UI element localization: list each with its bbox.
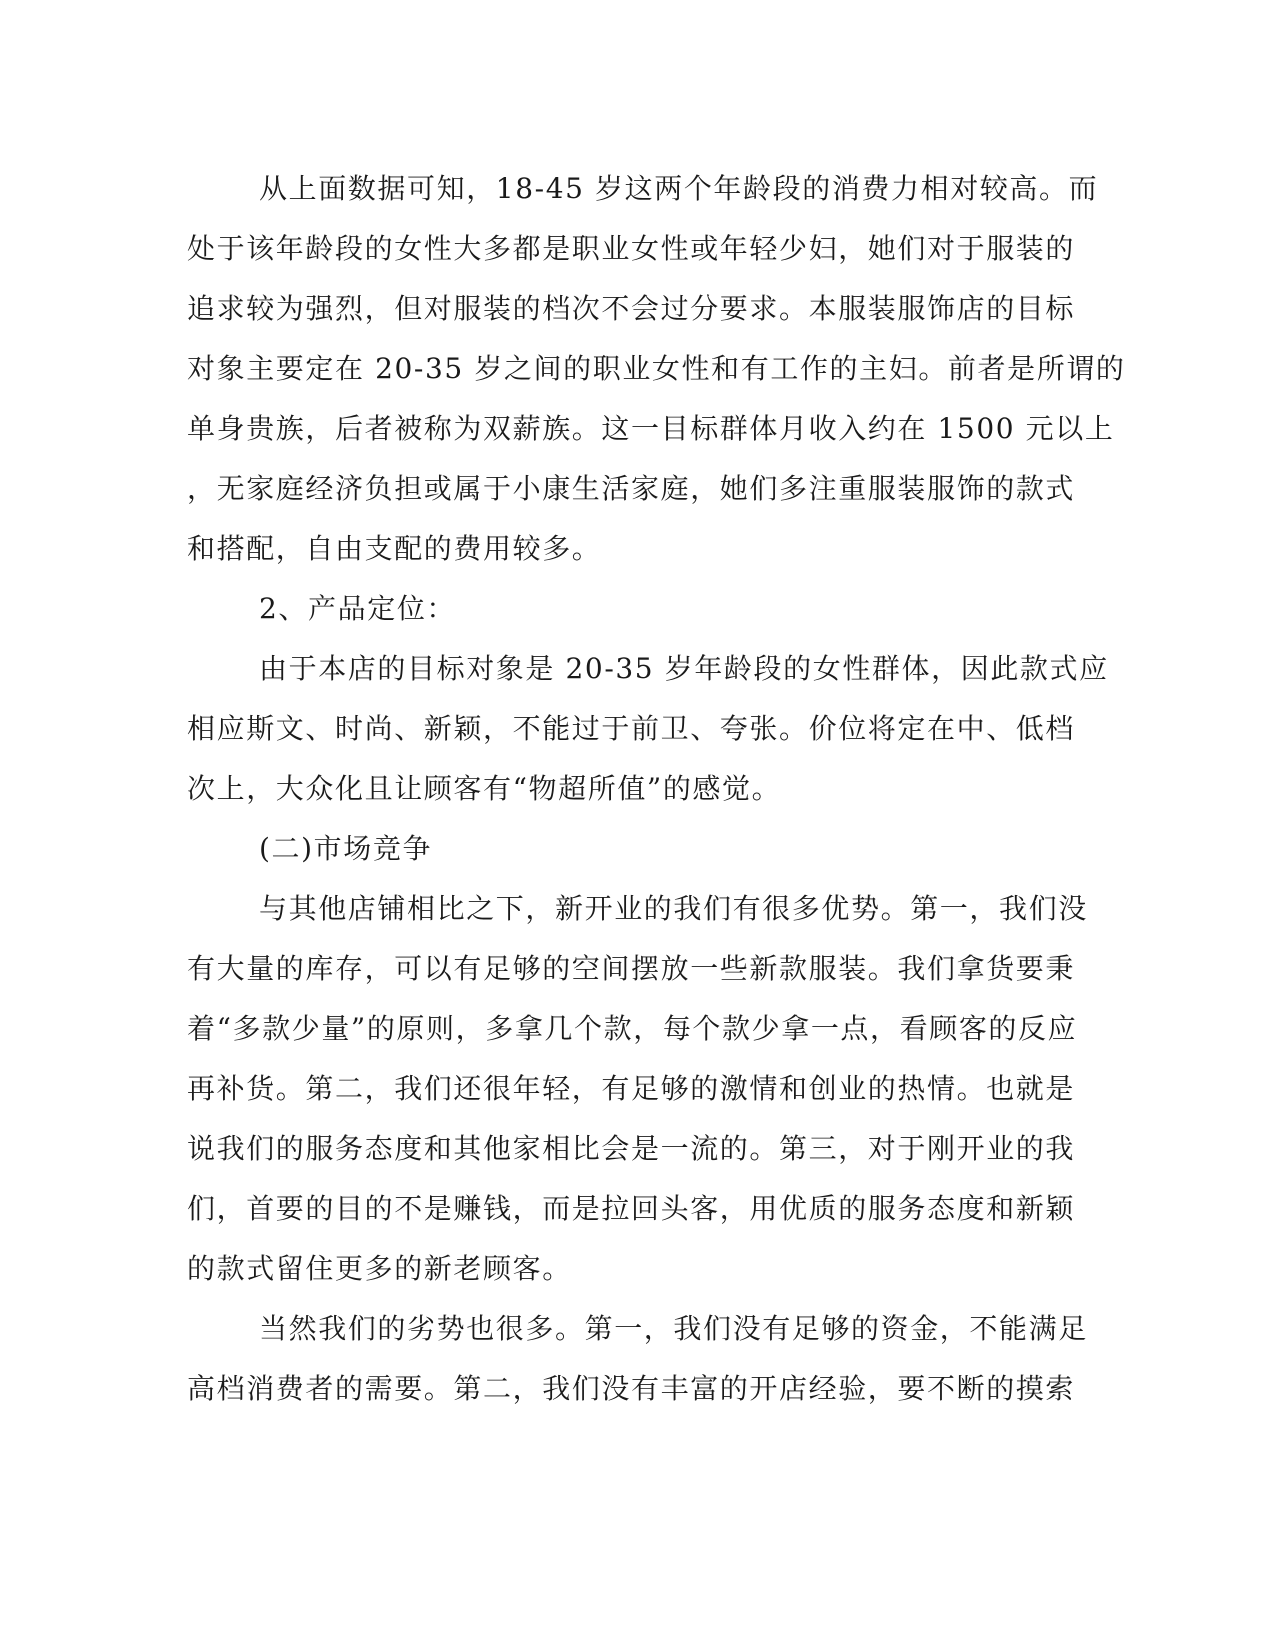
text-line: 和搭配，自由支配的费用较多。 <box>187 532 602 565</box>
text-line: 们，首要的目的不是赚钱，而是拉回头客，用优质的服务态度和新颖 <box>187 1192 1076 1225</box>
text-line: 对象主要定在 20-35 岁之间的职业女性和有工作的主妇。前者是所谓的 <box>187 352 1126 385</box>
text-line: 处于该年龄段的女性大多都是职业女性或年轻少妇，她们对于服装的 <box>187 232 1076 265</box>
text-line: 单身贵族，后者被称为双薪族。这一目标群体月收入约在 1500 元以上 <box>187 412 1115 445</box>
paragraph-age-analysis <box>187 159 1126 579</box>
document-body <box>187 159 1126 1419</box>
text-line: ，无家庭经济负担或属于小康生活家庭，她们多注重服装服饰的款式 <box>187 472 1076 505</box>
text-line: 高档消费者的需要。第二，我们没有丰富的开店经验，要不断的摸索 <box>187 1372 1076 1405</box>
text-line: 次上，大众化且让顾客有“物超所值”的感觉。 <box>187 772 782 805</box>
text-line: 当然我们的劣势也很多。第一，我们没有足够的资金，不能满足 <box>259 1312 1088 1345</box>
heading-product-positioning <box>187 579 1087 639</box>
text-line: 由于本店的目标对象是 20-35 岁年龄段的女性群体，因此款式应 <box>259 652 1109 685</box>
section-heading: 2、产品定位： <box>259 592 457 625</box>
text-line: 追求较为强烈，但对服装的档次不会过分要求。本服装服饰店的目标 <box>187 292 1076 325</box>
text-line: 有大量的库存，可以有足够的空间摆放一些新款服装。我们拿货要秉 <box>187 952 1076 985</box>
text-line: 从上面数据可知，18-45 岁这两个年龄段的消费力相对较高。而 <box>259 172 1099 205</box>
text-line: 与其他店铺相比之下，新开业的我们有很多优势。第一，我们没 <box>259 892 1088 925</box>
paragraph-product-positioning <box>187 639 1109 819</box>
paragraph-advantages <box>187 879 1087 1299</box>
section-heading: (二)市场竞争 <box>259 832 433 865</box>
text-line: 着“多款少量”的原则，多拿几个款，每个款少拿一点，看顾客的反应 <box>187 1012 1078 1045</box>
text-line: 相应斯文、时尚、新颖，不能过于前卫、夸张。价位将定在中、低档 <box>187 712 1076 745</box>
paragraph-disadvantages <box>187 1299 1087 1419</box>
heading-market-competition <box>187 819 1087 879</box>
text-line: 再补货。第二，我们还很年轻，有足够的激情和创业的热情。也就是 <box>187 1072 1076 1105</box>
text-line: 说我们的服务态度和其他家相比会是一流的。第三，对于刚开业的我 <box>187 1132 1076 1165</box>
text-line: 的款式留住更多的新老顾客。 <box>187 1252 572 1285</box>
